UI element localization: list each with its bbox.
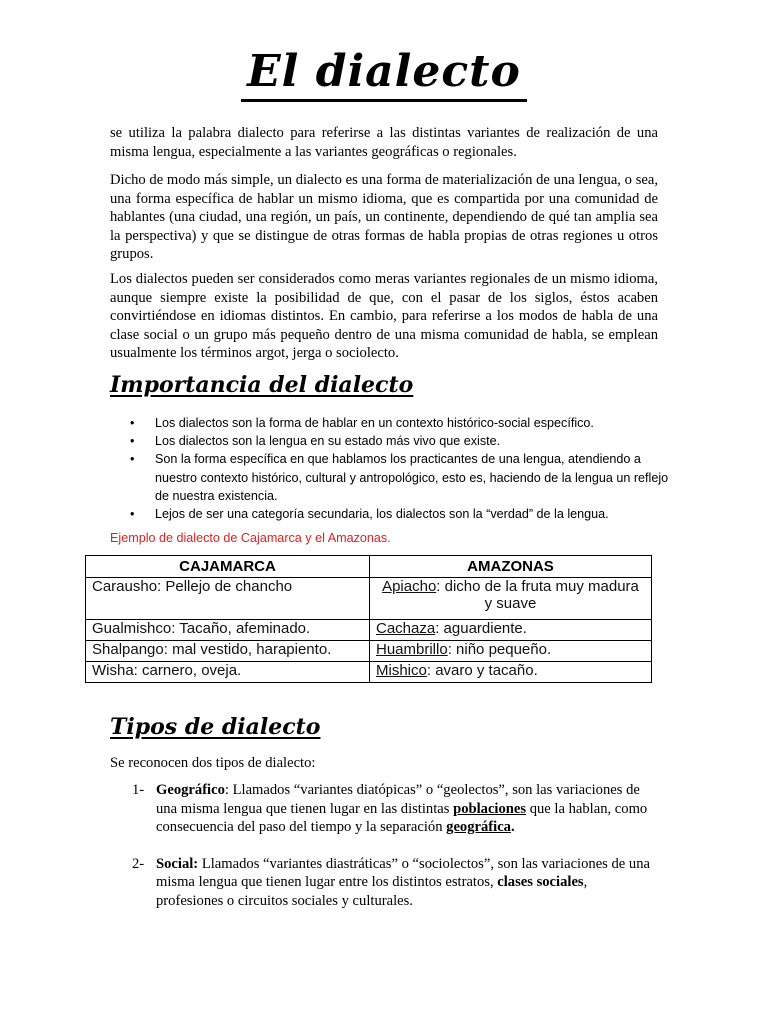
table-row	[86, 641, 652, 662]
list-item: • Los dialectos son la lengua en su estado más vivo que existe.	[110, 432, 670, 450]
tipos-list	[110, 781, 658, 911]
example-caption: Ejemplo de dialecto de Cajamarca y el Amazonas.	[110, 531, 391, 545]
bullet-icon: •	[130, 507, 135, 522]
table-cell: Shalpango: mal vestido, harapiento.	[86, 641, 370, 662]
heading-tipos: Tipos de dialecto	[110, 714, 321, 740]
list-item: 1- Geográfico: Llamados “variantes diatópicas” o “geolectos”, son las variaciones de una misma lengua que tienen lugar en las distintas poblaciones que la hablan, como consecuencia del paso del tiempo y la separación geográfica.	[132, 782, 648, 836]
table-cell: Cachaza: aguardiente.	[370, 620, 652, 641]
tipos-intro: Se reconocen dos tipos de dialecto:	[110, 755, 316, 771]
paragraph-intro: se utiliza la palabra dialecto para referirse a las distintas variantes de realización de una misma lengua, especialmente a las variantes geográficas o regionales.	[110, 125, 658, 160]
list-item: • Son la forma específica en que hablamos los practicantes de una lengua, atendiendo a nuestro contexto histórico, cultural y antropológico, esto es, haciendo de la lengua un reflejo de nuestra existencia.	[130, 452, 669, 503]
list-number: 1-	[132, 782, 145, 798]
paragraph-variants: Los dialectos pueden ser considerados como meras variantes regionales de un mismo idioma, aunque siempre existe la posibilidad de que, con el pasar de los siglos, éstos acaben convirtiéndose en idiomas distintos. En cambio, para referirse a los modos de habla de una clase social o un grupo más pequeño dentro de una misma comunidad de habla, se emplean usualmente los términos argot, jerga o sociolecto.	[110, 271, 658, 362]
list-number: 2-	[132, 855, 145, 872]
table-row	[86, 620, 652, 641]
dialect-table	[85, 555, 652, 683]
table-cell: Gualmishco: Tacaño, afeminado.	[86, 620, 370, 641]
paragraph-definition: Dicho de modo más simple, un dialecto es una forma de materialización de una lengua, o sea, una forma específica de hablar un mismo idioma, que es compartida por una comunidad de hablantes (una ciudad, una región, un país, un continente, dependiendo de qué tan amplia sea la perspectiva) y que se distingue de otras formas de habla propias de otras regiones u otros grupos.	[110, 172, 658, 263]
column-header-cajamarca: CAJAMARCA	[86, 556, 370, 578]
importancia-list	[110, 414, 670, 523]
page-title: El dialecto	[0, 46, 768, 97]
bullet-icon: •	[130, 434, 135, 449]
bullet-icon: •	[130, 416, 135, 430]
table-header-row	[86, 556, 652, 578]
heading-importancia: Importancia del dialecto	[110, 372, 414, 398]
table-cell: Mishico: avaro y tacaño.	[370, 662, 652, 683]
table-cell: Apiacho: dicho de la fruta muy madura y suave	[370, 578, 652, 620]
list-item: • Los dialectos son la forma de hablar en un contexto histórico-social específico.	[110, 414, 670, 432]
table-cell: Wisha: carnero, oveja.	[86, 662, 370, 683]
column-header-amazonas: AMAZONAS	[370, 556, 652, 578]
list-item: • Lejos de ser una categoría secundaria, los dialectos son la “verdad” de la lengua.	[110, 505, 670, 523]
bullet-icon: •	[130, 452, 135, 467]
table-cell: Carausho: Pellejo de chancho	[86, 578, 370, 620]
table-row	[86, 662, 652, 683]
list-item: 2- Social: Llamados “variantes diastráticas” o “sociolectos”, son las variaciones de una misma lengua que tienen lugar entre los distintos estratos, clases sociales, profesiones o circuitos sociales y culturales.	[132, 855, 651, 909]
table-row	[86, 578, 652, 620]
table-cell: Huambrillo: niño pequeño.	[370, 641, 652, 662]
